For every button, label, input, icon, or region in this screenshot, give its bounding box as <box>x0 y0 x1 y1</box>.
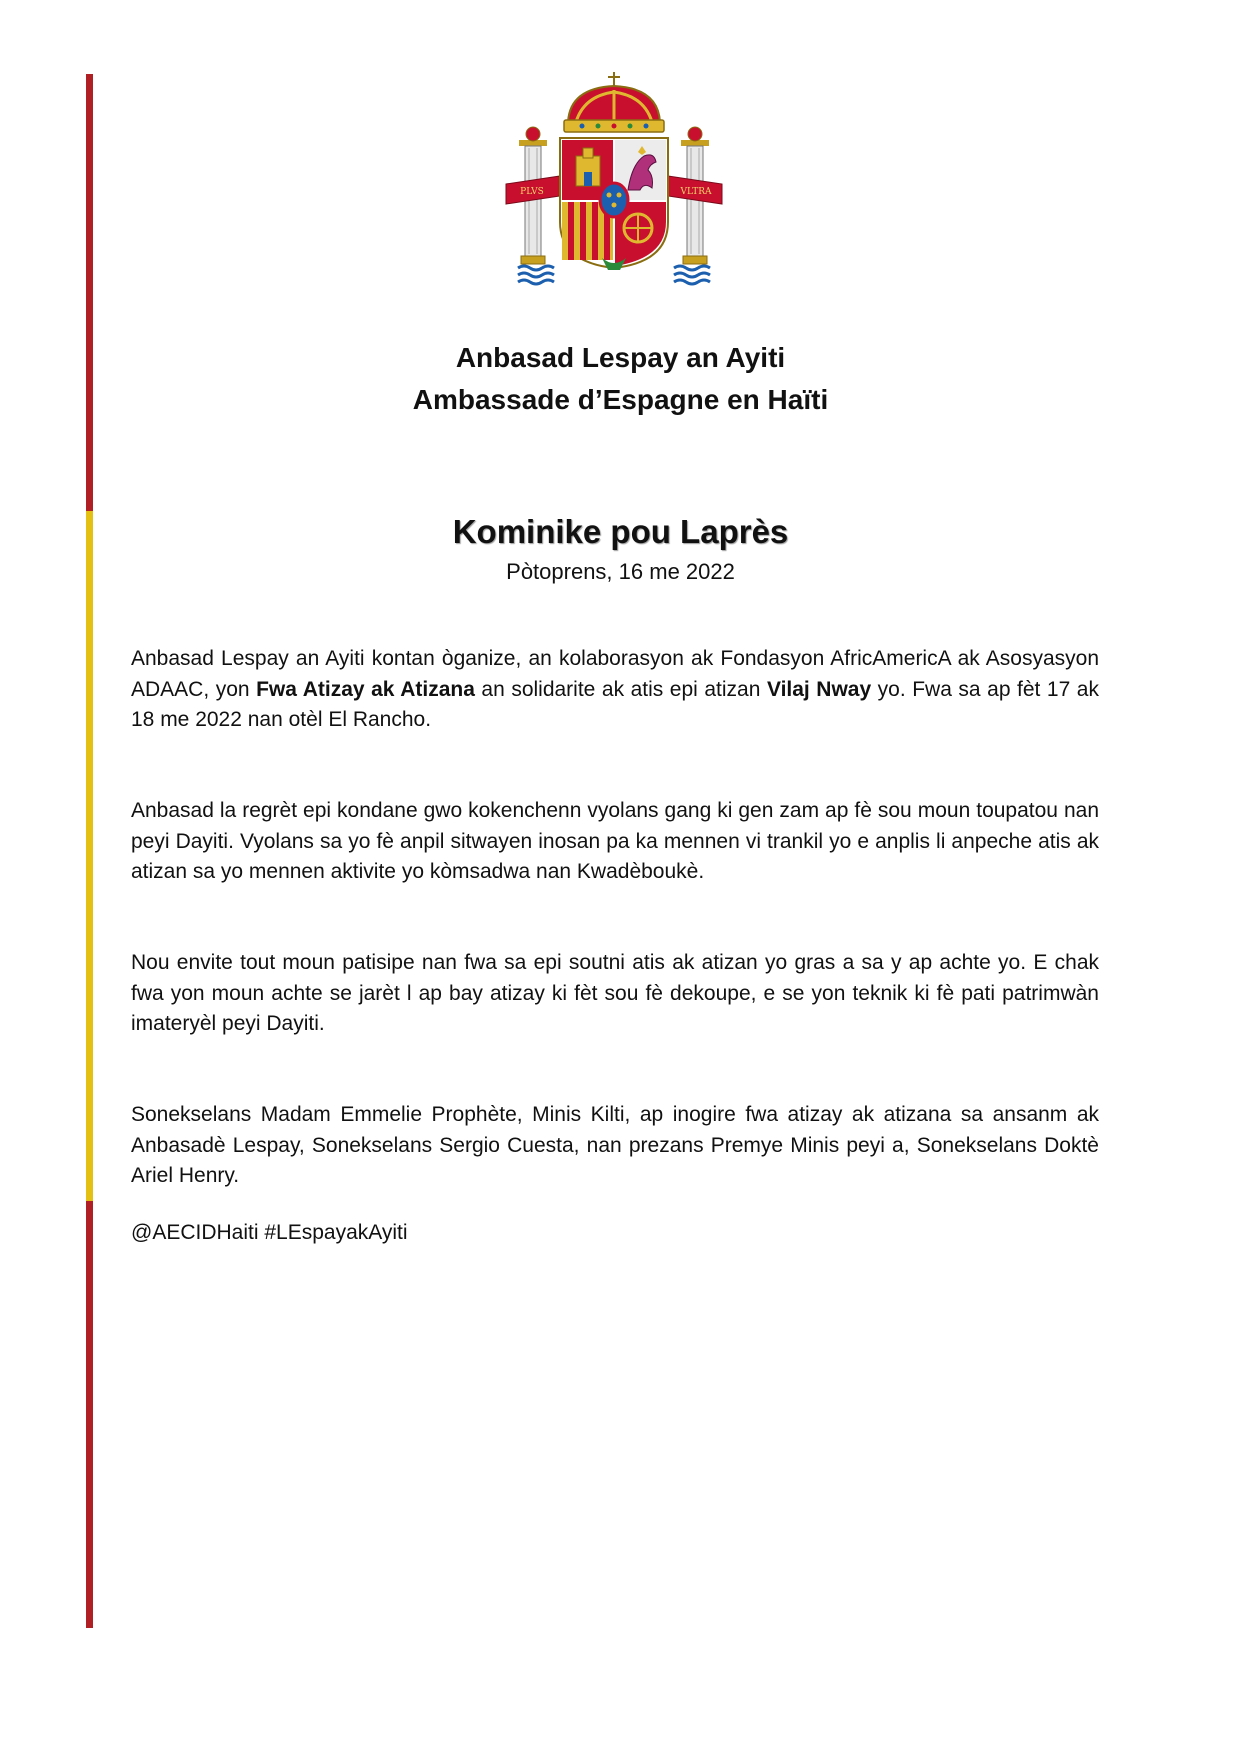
paragraph-invitation: Nou envite tout moun patisipe nan fwa sa epi soutni atis ak atizan yo gras a sa y ap achte yo. E chak fwa yon moun achte se jarèt l ap bay atizay ki fèt sou fè dekoupe, e se yon teknik ki fè pati patrimwàn imateryèl peyi Dayiti. <box>131 951 1099 1035</box>
hashtags: @AECIDHaiti #LEspayakAyiti <box>131 1221 408 1244</box>
paragraph-violence: Anbasad la regrèt epi kondane gwo kokenchenn vyolans gang ki gen zam ap fè sou moun toupatou nan peyi Dayiti. Vyolans sa yo fè anpil sitwayen inosan pa ka mennen vi trankil yo e anplis li anpeche atis ak atizan sa yo mennen aktivite yo kòmsadwa nan Kwadèboukè. <box>131 799 1099 883</box>
coat-of-arms-spain-icon <box>498 72 730 300</box>
press-release-title: Kominike pou Laprès <box>452 513 789 550</box>
village-name: Vilaj Nway <box>766 677 872 701</box>
paragraph-intro-part-c: an solidarite ak atis epi atizan <box>474 677 767 701</box>
royal-crown <box>564 72 664 132</box>
paragraph-intro-part-a: Anbasad Lespay an Ayiti kontan òganize, an kolaborasyon ak Fondasyon AfricAmericA ak Asosyasyon ADAAC, yon <box>131 647 1099 701</box>
dateline: Pòtoprens, 16 me 2022 <box>506 559 735 584</box>
event-name: Fwa Atizay ak Atizana <box>256 677 475 701</box>
flag-color-bar <box>86 74 93 1628</box>
left-pillar <box>518 127 554 284</box>
flag-bar-yellow <box>86 511 93 1201</box>
flag-bar-red-top <box>86 74 93 511</box>
flag-bar-red-bottom <box>86 1201 93 1628</box>
paragraph-inauguration: Sonekselans Madam Emmelie Prophète, Minis Kilti, ap inogire fwa atizay ak atizana sa ansanm ak Anbasadè Lespay, Sonekselans Sergio Cuesta, nan prezans Premye Minis peyi a, Sonekselans Doktè Ariel Henry. <box>131 1103 1099 1187</box>
embassy-name-kreyol: Anbasad Lespay an Ayiti <box>455 342 786 373</box>
motto-right: VLTRA <box>680 187 712 197</box>
right-pillar <box>674 127 710 284</box>
motto-left: PLVS <box>520 187 544 197</box>
embassy-name-french: Ambassade d’Espagne en Haïti <box>412 384 829 415</box>
paragraph-intro-part-e: yo. Fwa sa ap fèt 17 ak 18 me 2022 nan otèl El Rancho. <box>131 677 1099 731</box>
paragraph-intro <box>131 644 1099 736</box>
shield <box>560 138 668 270</box>
